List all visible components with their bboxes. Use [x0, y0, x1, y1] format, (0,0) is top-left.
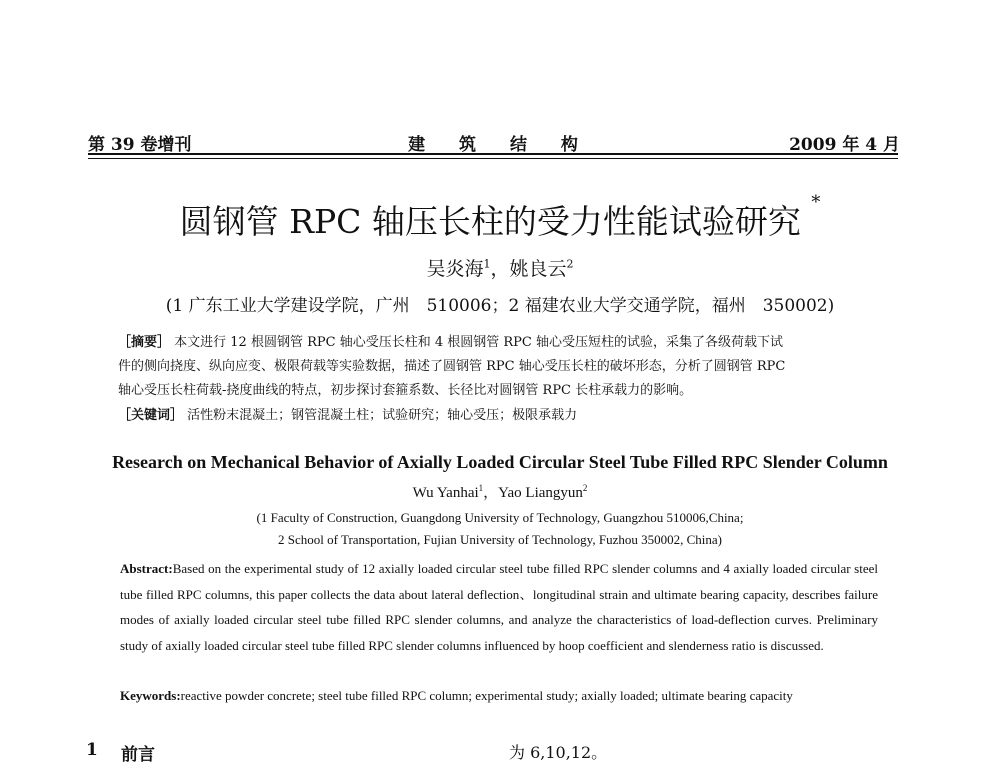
author-cn-2: 姚良云 — [509, 258, 567, 280]
abstract-cn-label: ［摘要］ — [118, 335, 171, 350]
keywords-en: Keywords:reactive powder concrete; steel tube filled RPC column; experimental study; axially loaded; ultimate bearing capacity — [120, 688, 793, 703]
abstract-en: Abstract:Based on the experimental study of 12 axially loaded circular steel tube filled RPC slender columns and 4 axially loaded circular steel tube filled RPC columns, this paper collects the data about lateral deflection、longitudinal strain and ultimate bearing capacity, describes failure modes of axially loaded circular steel tube filled RPC slender columns, and analyze the characteristics of load-deflection curves. Preliminary study of axially loaded circular steel tube filled RPC slender columns influenced by hoop coefficient and slenderness ratio is discussed. — [120, 561, 878, 653]
running-header-journal: 建 筑 结 构 — [408, 135, 592, 155]
running-header-date: 2009 年 4 月 — [789, 135, 900, 155]
authors-en: Wu Yanhai$^1$，Yao Liangyun$^2$ — [412, 483, 588, 501]
abstract-en-label: Abstract: — [120, 561, 173, 576]
abstract-cn-line-2: 件的侧向挠度、纵向应变、极限荷载等实验数据，描述了圆钢管 RPC 轴心受压长柱的破坏形态，分析了圆钢管 RPC — [118, 359, 786, 374]
header-rule-thick — [88, 153, 898, 155]
header-rule-thin — [88, 158, 898, 159]
keywords-en-label: Keywords: — [120, 688, 181, 703]
section-number: 1 — [86, 740, 98, 760]
affiliation-en-2: 2 School of Transportation, Fujian University of Technology, Fuzhou 350002, China) — [278, 532, 722, 547]
affiliation-en-1: (1 Faculty of Construction, Guangdong University of Technology, Guangzhou 510006,China; — [256, 510, 744, 525]
paper-title-cn: 圆钢管 RPC 轴压长柱的受力性能试验研究 * — [179, 192, 821, 241]
authors-cn: 吴炎海$^1$，姚良云$^2$ — [426, 257, 574, 280]
paper-title-en: Research on Mechanical Behavior of Axially Loaded Circular Steel Tube Filled RPC Slender Column — [112, 452, 888, 472]
abstract-cn-line-3: 轴心受压长柱荷载-挠度曲线的特点，初步探讨套箍系数、长径比对圆钢管 RPC 长柱承载力的影响。 — [118, 383, 693, 398]
keywords-cn-label: ［关键词］ — [118, 408, 184, 423]
author-en-1: Wu Yanhai — [412, 485, 479, 501]
running-header-volume: 第 39 卷增刊 — [88, 135, 192, 155]
title-footnote-mark: * — [811, 192, 821, 213]
affiliations-cn: (1 广东工业大学建设学院，广州 510006；2 福建农业大学交通学院，福州 350002) — [165, 296, 835, 316]
section-title: 前言 — [121, 745, 155, 765]
author-cn-1: 吴炎海 — [426, 258, 484, 280]
abstract-cn-line-1: ［摘要］ 本文进行 12 根圆钢管 RPC 轴心受压长柱和 4 根圆钢管 RPC 轴心受压短柱的试验，采集了各级荷载下试 — [118, 335, 783, 350]
body-text-right-column: 为 6,10,12。 — [509, 743, 608, 762]
author-en-2: Yao Liangyun — [498, 485, 583, 501]
keywords-cn: ［关键词］ 活性粉末混凝土；钢管混凝土柱；试验研究；轴心受压；极限承载力 — [118, 408, 578, 423]
